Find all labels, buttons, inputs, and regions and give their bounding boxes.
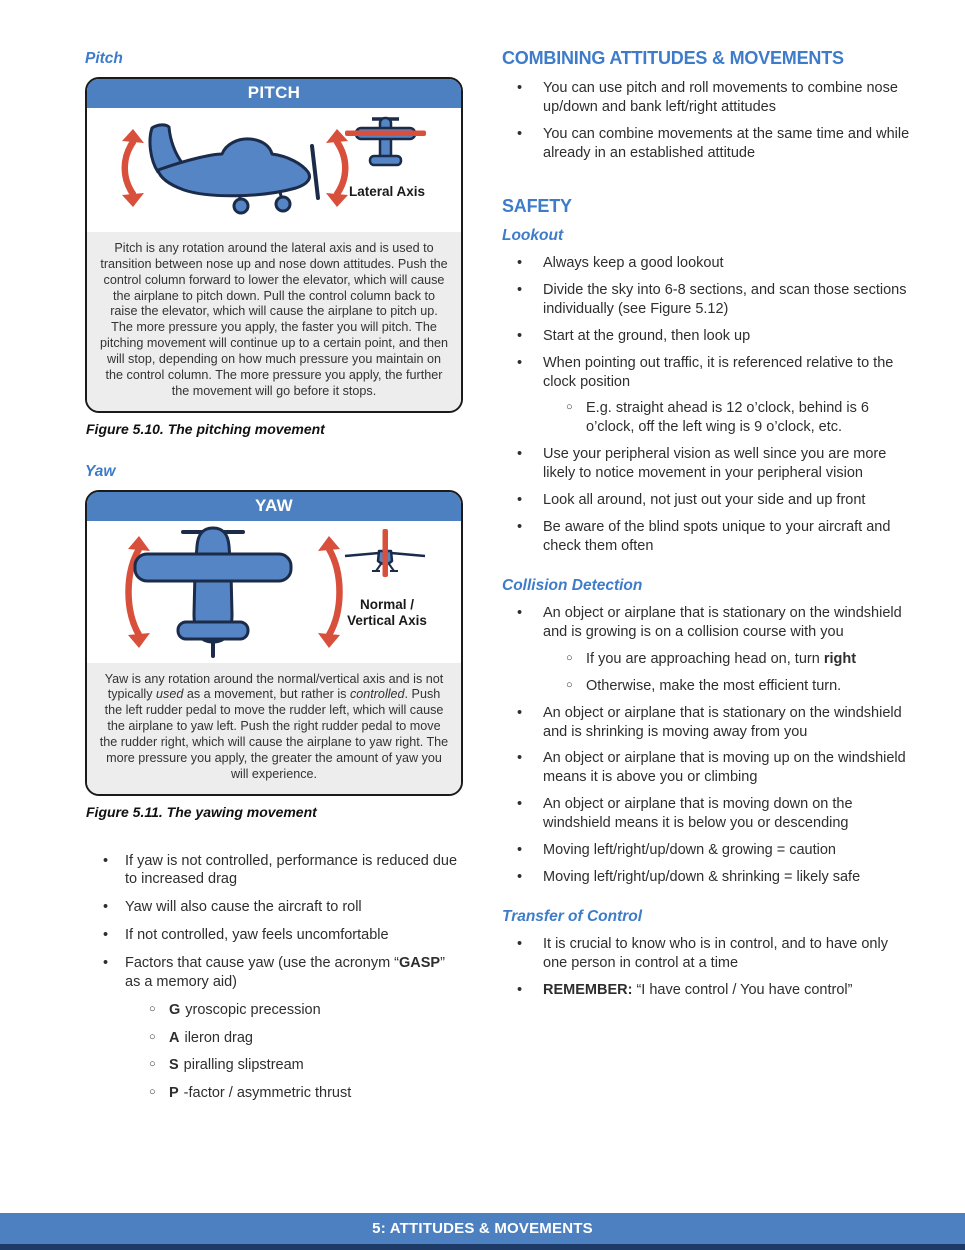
list-item: • REMEMBER: “I have control / You have control” [517,982,853,999]
list-item: • Start at the ground, then look up [517,327,751,344]
list-item: • When pointing out traffic, it is referenced relative to the clock position [517,354,894,390]
lateral-axis-plane [345,118,426,165]
pitch-aircraft-side-view [150,125,318,213]
sub-bullet-icon: ○ [149,1030,156,1043]
right-column [502,48,916,1008]
list-item: • Moving left/right/up/down & shrinking = likely safe [517,868,861,885]
yaw-figure-title: YAW [87,492,461,521]
yaw-aircraft-top-view [135,528,291,656]
list-item: • Factors that cause yaw (use the acronym “GASP” as a memory aid) [103,954,445,990]
list-item-sub: ○ G yroscopic precession [149,1001,321,1018]
bullet-icon: • [517,868,523,885]
bullet-icon: • [517,282,523,299]
sub-bullet-icon: ○ [566,678,573,691]
sub-bullet-icon: ○ [566,652,573,665]
yaw-bullet-list [85,852,463,1103]
lateral-axis-label: Lateral Axis [348,184,426,199]
list-item: • Be aware of the blind spots unique to your aircraft and check them often [517,518,891,554]
transfer-heading: Transfer of Control [502,908,643,926]
bullet-icon: • [103,899,109,916]
list-item-sub: ○ E.g. straight ahead is 12 o’clock, behind is 6 o’clock, off the left wing is 9 o’clock, etc. [566,400,869,436]
bullet-icon: • [103,852,109,869]
bullet-icon: • [517,750,523,767]
list-item-sub: ○ S piralling slipstream [149,1057,304,1074]
safety-heading: SAFETY [502,196,572,217]
bullet-icon: • [517,446,523,463]
bullet-icon: • [103,954,109,971]
bullet-icon: • [103,927,109,944]
pitch-figure-caption: Figure 5.10. The pitching movement [86,420,325,437]
list-item-sub: ○ P -factor / asymmetric thrust [149,1085,352,1102]
bullet-icon: • [517,491,523,508]
yaw-figure-caption: Figure 5.11. The yawing movement [86,803,317,820]
bullet-icon: • [517,841,523,858]
yaw-diagram [87,521,462,663]
pitch-figure-title: PITCH [87,79,461,108]
yaw-heading: Yaw [85,462,116,480]
list-item-sub: ○ If you are approaching head on, turn right [566,651,857,668]
collision-heading: Collision Detection [502,577,643,595]
sub-bullet-icon: ○ [149,1086,156,1099]
pitch-rotation-arrow-left [122,129,144,207]
sub-bullet-icon: ○ [566,401,573,414]
yaw-description: Yaw is any rotation around the normal/vertical axis and is not typically used as a movement, but rather is controlled. Push the left rudder pedal to move the rudder left, which will cause the airplane to yaw left. Push the right rudder pedal to move the rudder right, which will cause the airplane to yaw right. The more pressure you apply, the greater the amount of yaw you will experience. [87,663,461,794]
bullet-icon: • [517,796,523,813]
bullet-icon: • [517,80,523,96]
bullet-icon: • [517,125,523,142]
pitch-figure [85,77,463,413]
sub-bullet-icon: ○ [149,1058,156,1071]
list-item-sub: ○ A ileron drag [149,1029,253,1046]
list-item: • An object or airplane that is stationary on the windshield and is shrinking is moving away from you [517,704,902,740]
combining-heading: COMBINING ATTITUDES & MOVEMENTS [502,48,844,68]
list-item: • You can use pitch and roll movements to combine nose up/down and bank left/right attitudes [517,80,898,115]
bullet-icon: • [517,255,523,272]
left-column [85,50,463,1112]
yaw-rotation-arrow-right [318,536,340,648]
sub-bullet-icon: ○ [149,1002,156,1015]
yaw-figure-illustration [87,521,461,663]
pitch-description: Pitch is any rotation around the lateral axis and is used to transition between nose up and nose down attitudes. Push the control column forward to lower the elevator, which will cause the airplane to pitch down. Pull the control column back to raise the elevator, which will cause the airplane to pitch up. The more pressure you apply, the faster you will pitch. The pitching movement will continue up to a certain point, and then will stop, depending on how much pressure you maintain on the control column. The more pressure you apply, the further the movement will go before it stops. [87,232,461,411]
bullet-icon: • [517,518,523,535]
list-item: • If yaw is not controlled, performance is reduced due to increased drag [103,852,458,888]
bullet-icon: • [517,327,523,344]
list-item: • An object or airplane that is stationary on the windshield and is growing is on a collision course with you [517,605,902,641]
footer-accent-strip [0,1244,965,1250]
lookout-heading: Lookout [502,227,564,245]
list-item: • If not controlled, yaw feels uncomfortable [103,927,389,944]
list-item: • An object or airplane that is moving down on the windshield means it is below you or descending [517,796,853,831]
list-item-sub: ○ Otherwise, make the most efficient turn. [566,677,842,694]
list-item: • Use your peripheral vision as well since you are more likely to notice movement in your peripheral vision [517,446,887,481]
list-item: • Yaw will also cause the aircraft to roll [103,899,362,916]
list-item: • You can combine movements at the same time and while already in an established attitude [517,125,910,161]
bullet-icon: • [517,354,523,371]
list-item: • It is crucial to know who is in control, and to have only one person in control at a time [517,936,888,972]
pitch-diagram [87,108,462,232]
vertical-axis-label: Normal / Vertical Axis [347,596,427,629]
vertical-axis-plane [345,529,425,577]
bullet-icon: • [517,936,523,953]
list-item: • Look all around, not just out your side and up front [517,491,866,508]
pitch-figure-illustration [87,108,461,232]
list-item: • Divide the sky into 6-8 sections, and scan those sections individually (see Figure 5.12) [517,282,907,318]
list-item: • Always keep a good lookout [517,255,724,272]
vertical-axis-line [383,529,389,577]
page-footer-chapter-label: 5: ATTITUDES & MOVEMENTS [0,1213,965,1244]
bullet-icon: • [517,704,523,721]
yaw-figure [85,490,463,796]
pitch-heading: Pitch [85,50,123,67]
bullet-icon: • [517,982,523,999]
list-item: • An object or airplane that is moving up on the windshield means it is above you or climbing [517,750,906,786]
lateral-axis-line [345,131,426,137]
list-item: • Moving left/right/up/down & growing = caution [517,841,836,858]
bullet-icon: • [517,605,523,622]
